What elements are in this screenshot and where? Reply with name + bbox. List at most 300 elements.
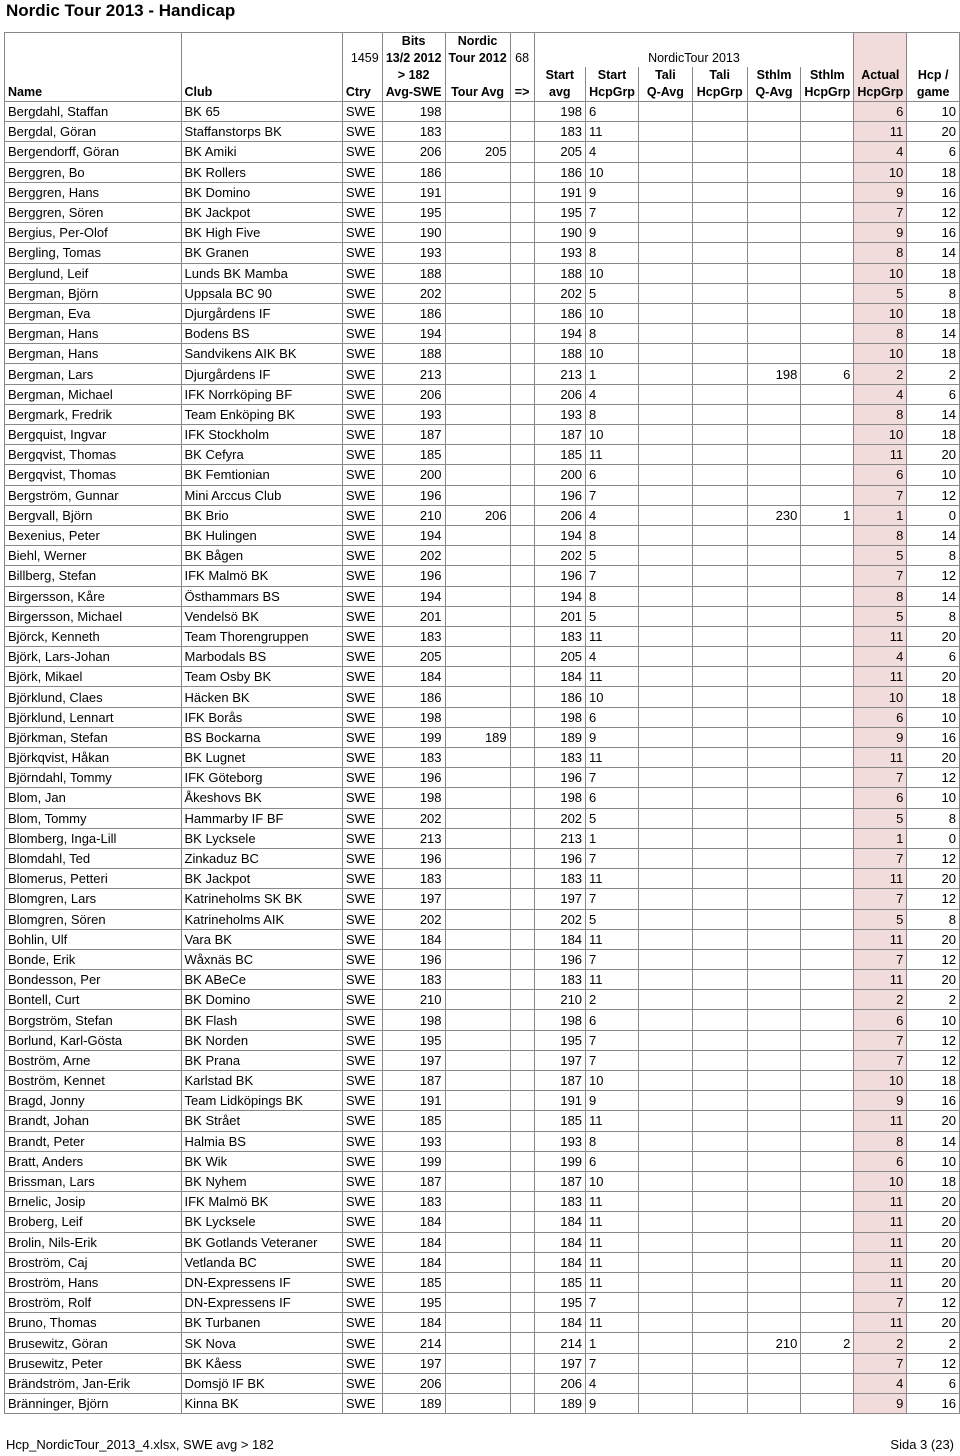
cell-tali-qavg <box>639 929 693 949</box>
cell-arrow-spacer <box>510 283 534 303</box>
cell-tali-hcpgrp <box>692 122 747 142</box>
cell-sthlm-qavg <box>747 586 801 606</box>
cell-hcp-game: 20 <box>907 1192 960 1212</box>
cell-tali-hcpgrp <box>692 687 747 707</box>
cell-sthlm-qavg <box>747 1030 801 1050</box>
cell-start-avg: 194 <box>534 586 585 606</box>
cell-sthlm-qavg <box>747 142 801 162</box>
cell-start-hcpgrp: 1 <box>586 364 639 384</box>
cell-hcp-game: 20 <box>907 626 960 646</box>
cell-tali-hcpgrp <box>692 283 747 303</box>
cell-start-hcpgrp: 8 <box>586 586 639 606</box>
cell-arrow-spacer <box>510 223 534 243</box>
cell-actual-hcpgrp: 10 <box>854 162 907 182</box>
cell-start-hcpgrp: 9 <box>586 182 639 202</box>
cell-start-avg: 213 <box>534 828 585 848</box>
cell-tali-qavg <box>639 1151 693 1171</box>
cell-actual-hcpgrp: 6 <box>854 102 907 122</box>
cell-bits-avg: 184 <box>382 1252 445 1272</box>
cell-start-hcpgrp: 10 <box>586 687 639 707</box>
cell-arrow-spacer <box>510 848 534 868</box>
cell-bits-avg: 195 <box>382 1293 445 1313</box>
cell-sthlm-hcpgrp <box>801 869 854 889</box>
cell-actual-hcpgrp: 4 <box>854 142 907 162</box>
cell-tour-avg <box>445 364 510 384</box>
cell-ctry: SWE <box>342 344 382 364</box>
cell-start-avg: 196 <box>534 848 585 868</box>
cell-tali-qavg <box>639 1394 693 1414</box>
cell-start-avg: 198 <box>534 102 585 122</box>
cell-tali-qavg <box>639 505 693 525</box>
header-start-avg-1: Start <box>534 67 585 84</box>
cell-ctry: SWE <box>342 1212 382 1232</box>
cell-sthlm-qavg <box>747 182 801 202</box>
cell-actual-hcpgrp: 5 <box>854 546 907 566</box>
cell-name: Bexenius, Peter <box>5 525 182 545</box>
cell-tali-qavg <box>639 586 693 606</box>
cell-sthlm-hcpgrp <box>801 768 854 788</box>
cell-ctry: SWE <box>342 1252 382 1272</box>
cell-name: Brändström, Jan-Erik <box>5 1373 182 1393</box>
cell-name: Bergqvist, Thomas <box>5 445 182 465</box>
table-row <box>5 1353 960 1373</box>
cell-tali-hcpgrp <box>692 303 747 323</box>
cell-hcp-game: 6 <box>907 384 960 404</box>
cell-actual-hcpgrp: 4 <box>854 384 907 404</box>
cell-tali-hcpgrp <box>692 243 747 263</box>
cell-start-avg: 196 <box>534 949 585 969</box>
cell-bits-avg: 214 <box>382 1333 445 1353</box>
cell-start-avg: 184 <box>534 1313 585 1333</box>
cell-sthlm-qavg <box>747 324 801 344</box>
cell-tour-avg <box>445 1373 510 1393</box>
cell-bits-avg: 183 <box>382 869 445 889</box>
cell-club: BK Cefyra <box>181 445 342 465</box>
cell-tali-hcpgrp <box>692 1091 747 1111</box>
cell-actual-hcpgrp: 2 <box>854 990 907 1010</box>
cell-arrow-spacer <box>510 404 534 424</box>
cell-name: Blom, Tommy <box>5 808 182 828</box>
header-actual-2: HcpGrp <box>854 84 907 102</box>
table-row <box>5 1050 960 1070</box>
cell-ctry: SWE <box>342 525 382 545</box>
cell-bits-avg: 193 <box>382 243 445 263</box>
cell-hcp-game: 10 <box>907 465 960 485</box>
cell-actual-hcpgrp: 10 <box>854 344 907 364</box>
cell-start-avg: 190 <box>534 223 585 243</box>
cell-actual-hcpgrp: 7 <box>854 566 907 586</box>
cell-sthlm-hcpgrp <box>801 425 854 445</box>
cell-name: Blom, Jan <box>5 788 182 808</box>
cell-start-hcpgrp: 7 <box>586 1030 639 1050</box>
cell-tour-avg <box>445 122 510 142</box>
cell-hcp-game: 18 <box>907 687 960 707</box>
cell-tali-hcpgrp <box>692 1171 747 1191</box>
table-row <box>5 1394 960 1414</box>
cell-hcp-game: 20 <box>907 1313 960 1333</box>
cell-tali-hcpgrp <box>692 546 747 566</box>
table-row <box>5 122 960 142</box>
cell-tour-avg <box>445 1394 510 1414</box>
cell-sthlm-qavg <box>747 970 801 990</box>
cell-hcp-game: 20 <box>907 869 960 889</box>
cell-bits-avg: 183 <box>382 122 445 142</box>
cell-bits-avg: 187 <box>382 1071 445 1091</box>
cell-sthlm-hcpgrp <box>801 243 854 263</box>
cell-arrow-spacer <box>510 425 534 445</box>
cell-start-hcpgrp: 2 <box>586 990 639 1010</box>
header-start-hcp-2: HcpGrp <box>586 84 639 102</box>
cell-bits-avg: 206 <box>382 384 445 404</box>
cell-ctry: SWE <box>342 1373 382 1393</box>
cell-tour-avg <box>445 1050 510 1070</box>
cell-start-avg: 184 <box>534 667 585 687</box>
cell-tour-avg <box>445 485 510 505</box>
cell-sthlm-hcpgrp <box>801 990 854 1010</box>
cell-sthlm-qavg <box>747 243 801 263</box>
cell-tali-qavg <box>639 667 693 687</box>
cell-bits-avg: 194 <box>382 586 445 606</box>
cell-name: Bontell, Curt <box>5 990 182 1010</box>
cell-tali-hcpgrp <box>692 404 747 424</box>
table-row <box>5 142 960 162</box>
cell-actual-hcpgrp: 2 <box>854 1333 907 1353</box>
table-row <box>5 1151 960 1171</box>
cell-tali-hcpgrp <box>692 162 747 182</box>
cell-hcp-game: 20 <box>907 1212 960 1232</box>
cell-actual-hcpgrp: 10 <box>854 263 907 283</box>
cell-bits-avg: 186 <box>382 162 445 182</box>
cell-hcp-game: 20 <box>907 748 960 768</box>
cell-tali-qavg <box>639 1353 693 1373</box>
cell-arrow-spacer <box>510 465 534 485</box>
cell-name: Bergdal, Göran <box>5 122 182 142</box>
cell-tour-avg <box>445 768 510 788</box>
cell-sthlm-qavg <box>747 1232 801 1252</box>
cell-name: Boström, Kennet <box>5 1071 182 1091</box>
cell-ctry: SWE <box>342 727 382 747</box>
cell-sthlm-qavg <box>747 808 801 828</box>
cell-start-avg: 197 <box>534 889 585 909</box>
cell-hcp-game: 12 <box>907 949 960 969</box>
cell-start-hcpgrp: 11 <box>586 929 639 949</box>
header-sthlm-q-2: Q-Avg <box>747 84 801 102</box>
cell-bits-avg: 184 <box>382 929 445 949</box>
table-row <box>5 727 960 747</box>
cell-sthlm-hcpgrp <box>801 1192 854 1212</box>
cell-hcp-game: 6 <box>907 647 960 667</box>
cell-sthlm-hcpgrp: 1 <box>801 505 854 525</box>
cell-sthlm-qavg <box>747 1373 801 1393</box>
cell-tour-avg <box>445 243 510 263</box>
cell-hcp-game: 0 <box>907 828 960 848</box>
cell-sthlm-hcpgrp <box>801 142 854 162</box>
cell-sthlm-hcpgrp <box>801 788 854 808</box>
cell-bits-avg: 190 <box>382 223 445 243</box>
cell-name: Björklund, Claes <box>5 687 182 707</box>
cell-arrow-spacer <box>510 1192 534 1212</box>
cell-name: Blomgren, Sören <box>5 909 182 929</box>
cell-arrow-spacer <box>510 122 534 142</box>
cell-sthlm-hcpgrp <box>801 283 854 303</box>
cell-tali-qavg <box>639 1111 693 1131</box>
cell-start-hcpgrp: 4 <box>586 1373 639 1393</box>
cell-club: Staffanstorps BK <box>181 122 342 142</box>
cell-ctry: SWE <box>342 263 382 283</box>
table-row <box>5 566 960 586</box>
cell-arrow-spacer <box>510 102 534 122</box>
cell-club: BK Granen <box>181 243 342 263</box>
cell-name: Bruno, Thomas <box>5 1313 182 1333</box>
cell-sthlm-qavg <box>747 344 801 364</box>
cell-actual-hcpgrp: 10 <box>854 687 907 707</box>
cell-club: BK Domino <box>181 990 342 1010</box>
cell-name: Bergman, Eva <box>5 303 182 323</box>
cell-tali-qavg <box>639 1232 693 1252</box>
cell-start-avg: 206 <box>534 384 585 404</box>
cell-ctry: SWE <box>342 485 382 505</box>
cell-start-hcpgrp: 11 <box>586 626 639 646</box>
cell-hcp-game: 10 <box>907 102 960 122</box>
cell-sthlm-hcpgrp <box>801 1030 854 1050</box>
cell-tour-avg <box>445 283 510 303</box>
cell-arrow-spacer <box>510 525 534 545</box>
cell-tali-hcpgrp <box>692 465 747 485</box>
cell-club: BK Turbanen <box>181 1313 342 1333</box>
cell-start-avg: 196 <box>534 485 585 505</box>
cell-hcp-game: 20 <box>907 929 960 949</box>
cell-start-hcpgrp: 4 <box>586 142 639 162</box>
cell-actual-hcpgrp: 5 <box>854 909 907 929</box>
cell-tali-qavg <box>639 707 693 727</box>
cell-tali-qavg <box>639 1171 693 1191</box>
cell-start-avg: 187 <box>534 425 585 445</box>
cell-name: Bonde, Erik <box>5 949 182 969</box>
table-row <box>5 1111 960 1131</box>
cell-ctry: SWE <box>342 788 382 808</box>
cell-actual-hcpgrp: 4 <box>854 647 907 667</box>
cell-name: Bergqvist, Thomas <box>5 465 182 485</box>
cell-club: Sandvikens AIK BK <box>181 344 342 364</box>
cell-actual-hcpgrp: 11 <box>854 1212 907 1232</box>
cell-tali-hcpgrp <box>692 586 747 606</box>
cell-bits-avg: 183 <box>382 748 445 768</box>
cell-sthlm-hcpgrp: 2 <box>801 1333 854 1353</box>
cell-sthlm-qavg <box>747 626 801 646</box>
cell-sthlm-hcpgrp <box>801 586 854 606</box>
cell-hcp-game: 6 <box>907 142 960 162</box>
cell-hcp-game: 20 <box>907 667 960 687</box>
cell-arrow-spacer <box>510 889 534 909</box>
cell-tali-hcpgrp <box>692 364 747 384</box>
cell-arrow-spacer <box>510 909 534 929</box>
cell-sthlm-qavg <box>747 869 801 889</box>
cell-actual-hcpgrp: 11 <box>854 1192 907 1212</box>
cell-hcp-game: 14 <box>907 1131 960 1151</box>
cell-actual-hcpgrp: 11 <box>854 122 907 142</box>
cell-start-avg: 186 <box>534 162 585 182</box>
cell-ctry: SWE <box>342 586 382 606</box>
cell-sthlm-qavg <box>747 1071 801 1091</box>
cell-sthlm-qavg <box>747 546 801 566</box>
cell-tour-avg <box>445 1272 510 1292</box>
cell-club: Zinkaduz BC <box>181 848 342 868</box>
cell-tour-avg <box>445 808 510 828</box>
cell-hcp-game: 0 <box>907 505 960 525</box>
cell-sthlm-qavg <box>747 425 801 445</box>
table-row <box>5 768 960 788</box>
cell-club: Karlstad BK <box>181 1071 342 1091</box>
cell-start-hcpgrp: 9 <box>586 223 639 243</box>
cell-start-avg: 189 <box>534 727 585 747</box>
table-row <box>5 788 960 808</box>
cell-start-hcpgrp: 11 <box>586 970 639 990</box>
cell-actual-hcpgrp: 6 <box>854 1151 907 1171</box>
cell-sthlm-hcpgrp <box>801 687 854 707</box>
cell-tali-qavg <box>639 606 693 626</box>
cell-arrow-spacer <box>510 1252 534 1272</box>
cell-arrow-spacer <box>510 727 534 747</box>
cell-actual-hcpgrp: 10 <box>854 425 907 445</box>
cell-start-hcpgrp: 11 <box>586 1272 639 1292</box>
cell-hcp-game: 12 <box>907 1353 960 1373</box>
cell-bits-avg: 183 <box>382 1192 445 1212</box>
cell-start-hcpgrp: 5 <box>586 909 639 929</box>
cell-ctry: SWE <box>342 1131 382 1151</box>
cell-actual-hcpgrp: 9 <box>854 727 907 747</box>
cell-start-hcpgrp: 8 <box>586 324 639 344</box>
table-row <box>5 344 960 364</box>
cell-hcp-game: 14 <box>907 404 960 424</box>
cell-ctry: SWE <box>342 828 382 848</box>
cell-arrow-spacer <box>510 344 534 364</box>
cell-ctry: SWE <box>342 707 382 727</box>
cell-tali-hcpgrp <box>692 990 747 1010</box>
cell-actual-hcpgrp: 8 <box>854 404 907 424</box>
cell-name: Björndahl, Tommy <box>5 768 182 788</box>
handicap-table <box>4 32 960 1414</box>
cell-club: BK Domino <box>181 182 342 202</box>
cell-hcp-game: 12 <box>907 848 960 868</box>
cell-actual-hcpgrp: 9 <box>854 1394 907 1414</box>
cell-tali-hcpgrp <box>692 1050 747 1070</box>
cell-sthlm-hcpgrp <box>801 1151 854 1171</box>
table-row <box>5 586 960 606</box>
cell-tali-qavg <box>639 465 693 485</box>
cell-bits-avg: 187 <box>382 425 445 445</box>
cell-tali-hcpgrp <box>692 485 747 505</box>
cell-tali-hcpgrp <box>692 425 747 445</box>
cell-bits-avg: 198 <box>382 1010 445 1030</box>
cell-actual-hcpgrp: 7 <box>854 848 907 868</box>
cell-actual-hcpgrp: 8 <box>854 243 907 263</box>
cell-tali-qavg <box>639 122 693 142</box>
cell-tali-hcpgrp <box>692 1232 747 1252</box>
table-row <box>5 202 960 222</box>
cell-sthlm-hcpgrp <box>801 404 854 424</box>
cell-sthlm-qavg <box>747 1111 801 1131</box>
cell-sthlm-hcpgrp <box>801 263 854 283</box>
cell-actual-hcpgrp: 7 <box>854 202 907 222</box>
cell-tali-qavg <box>639 303 693 323</box>
table-row <box>5 263 960 283</box>
cell-hcp-game: 18 <box>907 303 960 323</box>
cell-name: Bondesson, Per <box>5 970 182 990</box>
cell-start-hcpgrp: 11 <box>586 748 639 768</box>
cell-tali-qavg <box>639 102 693 122</box>
table-row <box>5 303 960 323</box>
cell-tour-avg <box>445 788 510 808</box>
cell-tali-qavg <box>639 1272 693 1292</box>
cell-tour-avg <box>445 384 510 404</box>
cell-start-hcpgrp: 6 <box>586 1010 639 1030</box>
cell-tali-hcpgrp <box>692 1394 747 1414</box>
cell-arrow-spacer <box>510 929 534 949</box>
cell-arrow-spacer <box>510 202 534 222</box>
cell-actual-hcpgrp: 11 <box>854 1111 907 1131</box>
cell-club: Uppsala BC 90 <box>181 283 342 303</box>
cell-sthlm-hcpgrp <box>801 1071 854 1091</box>
table-row <box>5 889 960 909</box>
cell-ctry: SWE <box>342 1151 382 1171</box>
cell-actual-hcpgrp: 5 <box>854 606 907 626</box>
table-row <box>5 647 960 667</box>
cell-sthlm-hcpgrp <box>801 1313 854 1333</box>
cell-hcp-game: 2 <box>907 990 960 1010</box>
cell-sthlm-qavg <box>747 949 801 969</box>
cell-club: BK Rollers <box>181 162 342 182</box>
cell-tour-avg <box>445 1030 510 1050</box>
cell-arrow-spacer <box>510 1111 534 1131</box>
cell-bits-avg: 198 <box>382 707 445 727</box>
cell-tali-hcpgrp <box>692 1111 747 1131</box>
cell-start-hcpgrp: 11 <box>586 1212 639 1232</box>
cell-tour-avg <box>445 748 510 768</box>
cell-club: Djurgårdens IF <box>181 364 342 384</box>
cell-club: Team Thorengruppen <box>181 626 342 646</box>
cell-arrow-spacer <box>510 445 534 465</box>
header-ctry: Ctry <box>342 84 382 102</box>
cell-tali-hcpgrp <box>692 1272 747 1292</box>
cell-start-hcpgrp: 10 <box>586 1171 639 1191</box>
cell-bits-avg: 185 <box>382 1111 445 1131</box>
cell-actual-hcpgrp: 10 <box>854 303 907 323</box>
cell-sthlm-qavg: 210 <box>747 1333 801 1353</box>
cell-tour-avg <box>445 828 510 848</box>
cell-bits-avg: 196 <box>382 768 445 788</box>
cell-start-hcpgrp: 5 <box>586 546 639 566</box>
table-row <box>5 1272 960 1292</box>
cell-tour-avg <box>445 970 510 990</box>
cell-start-hcpgrp: 11 <box>586 122 639 142</box>
cell-start-avg: 194 <box>534 525 585 545</box>
table-row <box>5 223 960 243</box>
cell-start-avg: 184 <box>534 1212 585 1232</box>
table-row <box>5 525 960 545</box>
footer-filename: Hcp_NordicTour_2013_4.xlsx, SWE avg > 182 <box>6 1437 274 1452</box>
cell-arrow-spacer <box>510 768 534 788</box>
cell-arrow-spacer <box>510 788 534 808</box>
cell-actual-hcpgrp: 11 <box>854 626 907 646</box>
cell-tali-qavg <box>639 1131 693 1151</box>
cell-ctry: SWE <box>342 546 382 566</box>
cell-start-hcpgrp: 8 <box>586 404 639 424</box>
header-count-2: 68 <box>510 50 534 67</box>
cell-start-avg: 183 <box>534 970 585 990</box>
header-count-1: 1459 <box>342 50 382 67</box>
cell-name: Björck, Kenneth <box>5 626 182 646</box>
cell-start-avg: 205 <box>534 142 585 162</box>
